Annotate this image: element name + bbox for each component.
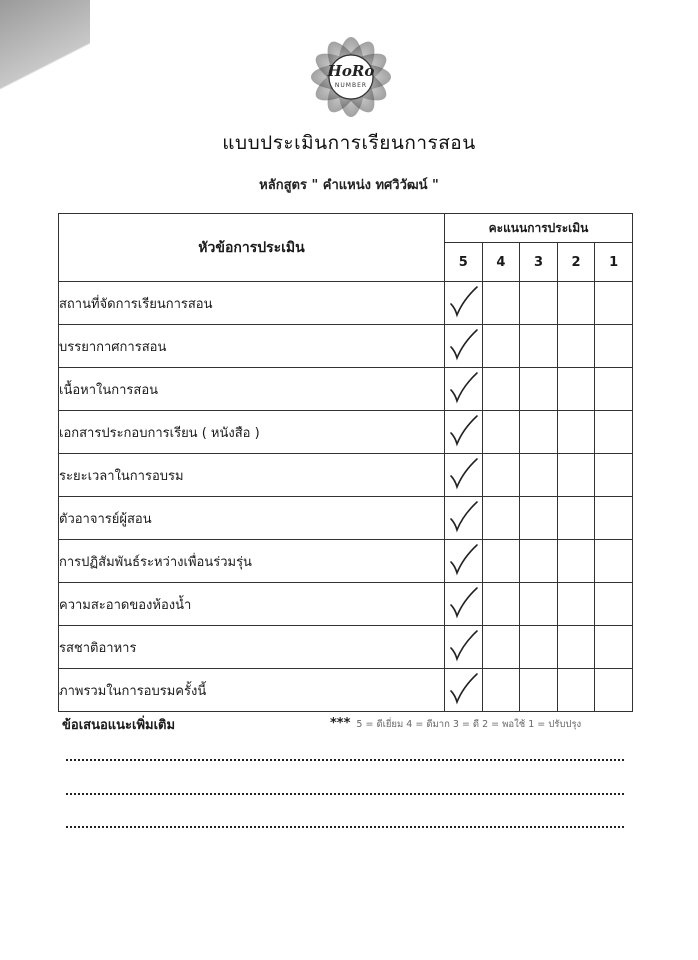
score-cell-2[interactable] — [557, 411, 595, 454]
score-group-header: คะแนนการประเมิน — [445, 214, 633, 243]
table-row — [59, 325, 633, 368]
score-column-1: 1 — [595, 243, 633, 282]
score-cell-1[interactable] — [595, 368, 633, 411]
checkmark-icon — [446, 327, 480, 361]
score-cell-5[interactable] — [445, 669, 483, 712]
score-cell-3[interactable] — [520, 368, 558, 411]
score-cell-3[interactable] — [520, 454, 558, 497]
score-cell-3[interactable] — [520, 497, 558, 540]
course-subtitle: หลักสูตร " คำแหน่ง ทศวิวัฒน์ " — [259, 178, 439, 193]
score-cell-5[interactable] — [445, 282, 483, 325]
score-cell-5[interactable] — [445, 454, 483, 497]
score-cell-1[interactable] — [595, 583, 633, 626]
score-column-5: 5 — [445, 243, 483, 282]
table-row — [59, 368, 633, 411]
score-column-2: 2 — [557, 243, 595, 282]
score-cell-5[interactable] — [445, 540, 483, 583]
score-cell-3[interactable] — [520, 583, 558, 626]
logo-text: HoRo — [327, 62, 375, 80]
score-cell-3[interactable] — [520, 626, 558, 669]
score-cell-1[interactable] — [595, 669, 633, 712]
score-cell-2[interactable] — [557, 368, 595, 411]
checkmark-icon — [446, 413, 480, 447]
table-row — [59, 282, 633, 325]
score-cell-3[interactable] — [520, 411, 558, 454]
score-cell-4[interactable] — [482, 454, 520, 497]
score-cell-1[interactable] — [595, 497, 633, 540]
suggestion-line-3[interactable] — [66, 826, 624, 828]
score-cell-5[interactable] — [445, 325, 483, 368]
checkmark-icon — [446, 542, 480, 576]
score-cell-4[interactable] — [482, 540, 520, 583]
score-cell-2[interactable] — [557, 626, 595, 669]
checkmark-icon — [446, 628, 480, 662]
suggestion-line-1[interactable] — [66, 759, 624, 761]
horo-number-logo — [306, 32, 396, 122]
topic-header: หัวข้อการประเมิน — [59, 214, 445, 282]
criterion-label: ระยะเวลาในการอบรม — [59, 454, 445, 497]
criterion-label: ตัวอาจารย์ผู้สอน — [59, 497, 445, 540]
checkmark-icon — [446, 671, 480, 705]
score-cell-1[interactable] — [595, 626, 633, 669]
score-cell-4[interactable] — [482, 411, 520, 454]
score-cell-5[interactable] — [445, 411, 483, 454]
table-row — [59, 626, 633, 669]
checkmark-icon — [446, 456, 480, 490]
score-cell-3[interactable] — [520, 540, 558, 583]
score-cell-1[interactable] — [595, 540, 633, 583]
table-row — [59, 669, 633, 712]
table-row — [59, 540, 633, 583]
checkmark-icon — [446, 499, 480, 533]
score-cell-5[interactable] — [445, 583, 483, 626]
checkmark-icon — [446, 284, 480, 318]
criterion-label: ภาพรวมในการอบรมครั้งนี้ — [59, 669, 445, 712]
score-cell-1[interactable] — [595, 411, 633, 454]
score-cell-2[interactable] — [557, 540, 595, 583]
score-column-4: 4 — [482, 243, 520, 282]
criterion-label: สถานที่จัดการเรียนการสอน — [59, 282, 445, 325]
score-cell-5[interactable] — [445, 497, 483, 540]
suggestion-line-2[interactable] — [66, 793, 624, 795]
score-cell-5[interactable] — [445, 368, 483, 411]
suggestions-label: ข้อเสนอแนะเพิ่มเติม — [62, 718, 176, 733]
table-row — [59, 454, 633, 497]
criterion-label: ความสะอาดของห้องน้ำ — [59, 583, 445, 626]
form-title: แบบประเมินการเรียนการสอน — [222, 132, 476, 154]
criterion-label: เนื้อหาในการสอน — [59, 368, 445, 411]
score-cell-2[interactable] — [557, 669, 595, 712]
criterion-label: รสชาติอาหาร — [59, 626, 445, 669]
score-cell-4[interactable] — [482, 282, 520, 325]
score-cell-1[interactable] — [595, 454, 633, 497]
criterion-label: เอกสารประกอบการเรียน ( หนังสือ ) — [59, 411, 445, 454]
score-cell-1[interactable] — [595, 282, 633, 325]
score-column-3: 3 — [520, 243, 558, 282]
table-row — [59, 411, 633, 454]
score-cell-4[interactable] — [482, 497, 520, 540]
table-row — [59, 497, 633, 540]
score-cell-4[interactable] — [482, 368, 520, 411]
checkmark-icon — [446, 585, 480, 619]
score-cell-5[interactable] — [445, 626, 483, 669]
score-cell-4[interactable] — [482, 669, 520, 712]
criterion-label: การปฏิสัมพันธ์ระหว่างเพื่อนร่วมรุ่น — [59, 540, 445, 583]
score-cell-4[interactable] — [482, 583, 520, 626]
checkmark-icon — [446, 370, 480, 404]
score-cell-3[interactable] — [520, 669, 558, 712]
score-cell-2[interactable] — [557, 325, 595, 368]
legend-text: 5 = ดีเยี่ยม 4 = ดีมาก 3 = ดี 2 = พอใช้ 1 = ปรับปรุง — [356, 719, 582, 730]
score-cell-3[interactable] — [520, 325, 558, 368]
score-cell-2[interactable] — [557, 583, 595, 626]
score-cell-4[interactable] — [482, 325, 520, 368]
score-legend — [330, 716, 581, 732]
score-cell-2[interactable] — [557, 282, 595, 325]
logo-subtext: NUMBER — [334, 82, 368, 89]
evaluation-table — [58, 213, 633, 712]
score-cell-1[interactable] — [595, 325, 633, 368]
score-cell-3[interactable] — [520, 282, 558, 325]
score-cell-2[interactable] — [557, 497, 595, 540]
table-row — [59, 583, 633, 626]
criterion-label: บรรยากาศการสอน — [59, 325, 445, 368]
score-cell-2[interactable] — [557, 454, 595, 497]
score-cell-4[interactable] — [482, 626, 520, 669]
legend-stars: *** — [330, 716, 351, 731]
